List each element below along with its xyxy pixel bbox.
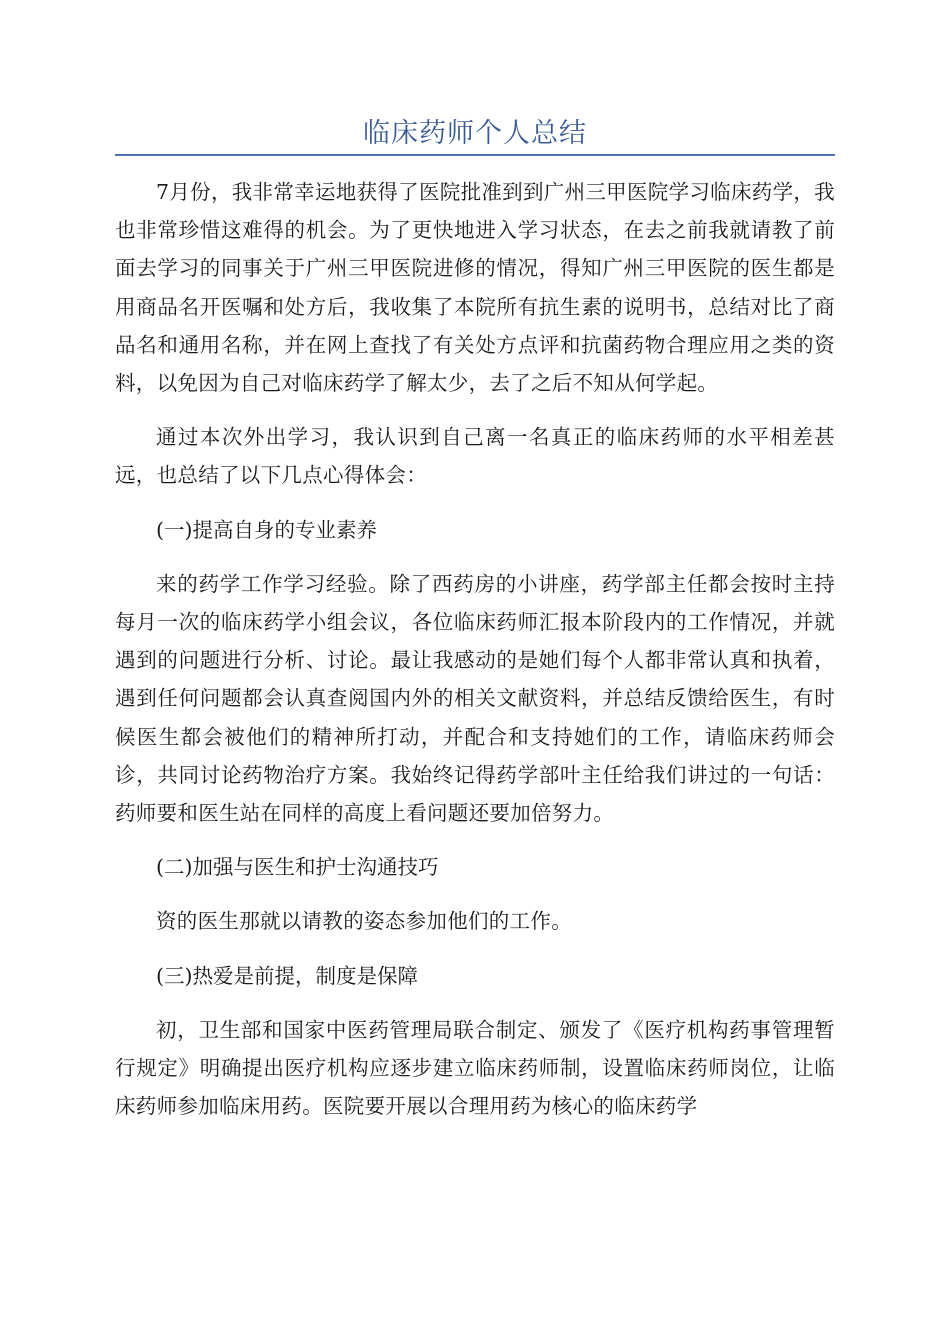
document-title: 临床药师个人总结: [363, 118, 587, 149]
section-heading-2: (二)加强与医生和护士沟通技巧: [156, 855, 439, 880]
title-underline: [115, 154, 835, 156]
document-body: [115, 173, 835, 1141]
paragraph-section-1: 来的药学工作学习经验。除了西药房的小讲座，药学部主任都会按时主持每月一次的临床药学小组会议，各位临床药师汇报本阶段内的工作情况，并就遇到的问题进行分析、讨论。最让我感动的是她们每个人都非常认真和执着，遇到任何问题都会认真查阅国内外的相关文献资料，并总结反馈给医生，有时候医生都会被他们的精神所打动，并配合和支持她们的工作，请临床药师会诊，共同讨论药物治疗方案。我始终记得药学部叶主任给我们讲过的一句话：药师要和医生站在同样的高度上看问题还要加倍努力。: [115, 571, 835, 826]
paragraph-section-2: 资的医生那就以请教的姿态参加他们的工作。: [156, 909, 572, 934]
paragraph-intro: 7月份，我非常幸运地获得了医院批准到到广州三甲医院学习临床药学，我也非常珍惜这难得的机会。为了更快地进入学习状态，在去之前我就请教了前面去学习的同事关于广州三甲医院进修的情况，得知广州三甲医院的医生都是用商品名开医嘱和处方后，我收集了本院所有抗生素的说明书，总结对比了商品名和通用名称，并在网上查找了有关处方点评和抗菌药物合理应用之类的资料，以免因为自己对临床药学了解太少，去了之后不知从何学起。: [115, 180, 835, 396]
section-heading-1: (一)提高自身的专业素养: [156, 517, 377, 542]
paragraph-section-3: 初，卫生部和国家中医药管理局联合制定、颁发了《医疗机构药事管理暂行规定》明确提出医疗机构应逐步建立临床药师制，设置临床药师岗位，让临床药师参加临床用药。医院要开展以合理用药为核心的临床药学: [115, 1017, 835, 1119]
section-heading-3: (三)热爱是前提，制度是保障: [156, 963, 418, 988]
paragraph-summary: 通过本次外出学习，我认识到自己离一名真正的临床药师的水平相差甚远，也总结了以下几点心得体会：: [115, 425, 835, 488]
